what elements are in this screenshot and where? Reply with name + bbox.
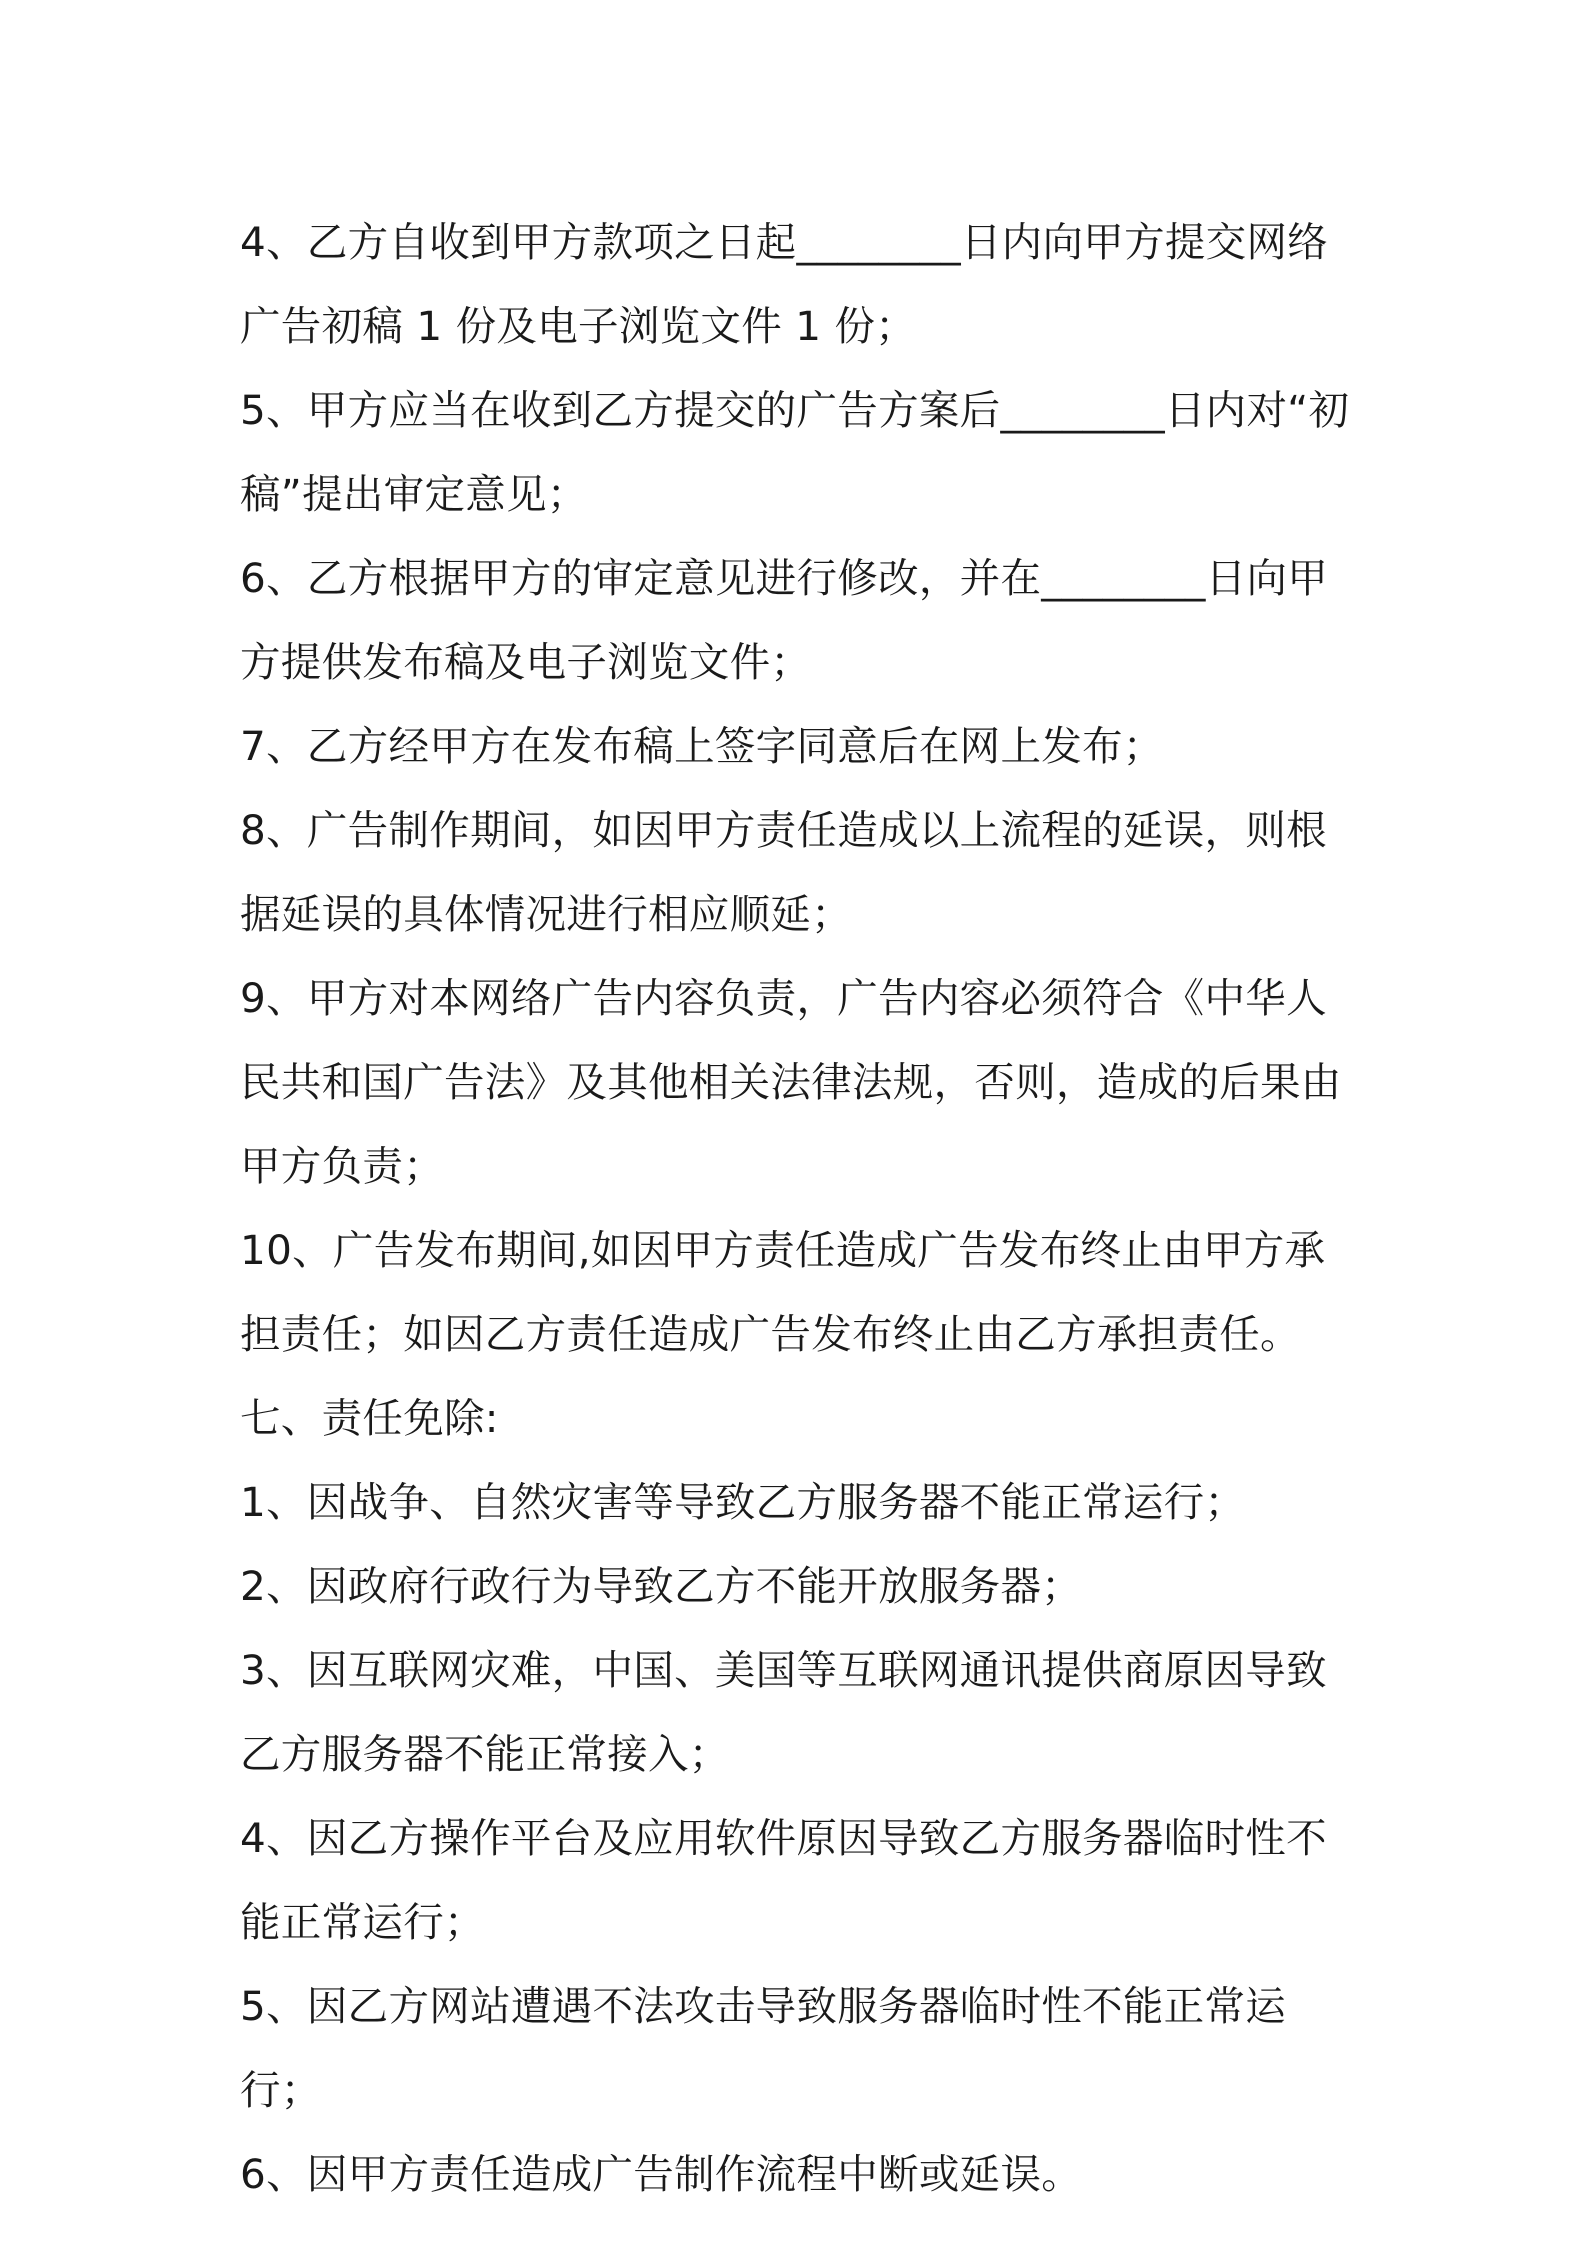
clause-10-paragraph: 10、广告发布期间,如因甲方责任造成广告发布终止由甲方承担责任；如因乙方责任造成广告发布终止由乙方承担责任。 xyxy=(240,1226,1326,1358)
exemption-2-paragraph: 2、因政府行政行为导致乙方不能开放服务器； xyxy=(240,1562,1083,1610)
exemption-1-paragraph: 1、因战争、自然灾害等导致乙方服务器不能正常运行； xyxy=(240,1478,1246,1526)
clause-9-paragraph: 9、甲方对本网络广告内容负责，广告内容必须符合《中华人民共和国广告法》及其他相关法律法规，否则，造成的后果由甲方负责； xyxy=(240,974,1342,1190)
section-7-heading: 七、责任免除: xyxy=(240,1394,499,1442)
clause-5-paragraph: 5、甲方应当在收到乙方提交的广告方案后________日内对“初稿”提出审定意见； xyxy=(240,386,1350,518)
clause-4-paragraph: 4、乙方自收到甲方款项之日起________日内向甲方提交网络广告初稿 1 份及电子浏览文件 1 份； xyxy=(240,218,1329,350)
exemption-4-paragraph: 4、因乙方操作平台及应用软件原因导致乙方服务器临时性不能正常运行； xyxy=(240,1814,1327,1946)
exemption-3-paragraph: 3、因互联网灾难，中国、美国等互联网通讯提供商原因导致乙方服务器不能正常接入； xyxy=(240,1646,1327,1778)
exemption-5-paragraph: 5、因乙方网站遭遇不法攻击导致服务器临时性不能正常运行； xyxy=(240,1982,1287,2114)
clause-6-paragraph: 6、乙方根据甲方的审定意见进行修改，并在________日向甲方提供发布稿及电子浏览文件； xyxy=(240,554,1329,686)
clause-8-paragraph: 8、广告制作期间，如因甲方责任造成以上流程的延误，则根据延误的具体情况进行相应顺延； xyxy=(240,806,1327,938)
clause-7-paragraph: 7、乙方经甲方在发布稿上签字同意后在网上发布； xyxy=(240,722,1164,770)
document-body xyxy=(240,200,1350,2216)
exemption-6-paragraph: 6、因甲方责任造成广告制作流程中断或延误。 xyxy=(240,2150,1083,2198)
